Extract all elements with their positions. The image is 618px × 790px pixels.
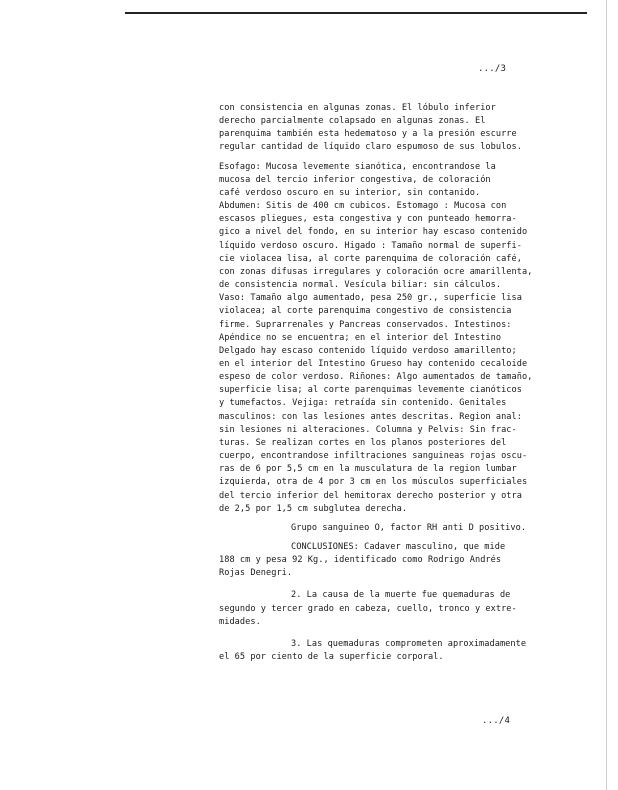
text-line: cie violacea lisa, al corte parenquima de coloración café, xyxy=(219,253,522,264)
text-line: Esofago: Mucosa levemente sianótica, encontrandose la xyxy=(219,161,496,172)
text-line: espeso de color verdoso. Riñones: Algo aumentados de tamaño, xyxy=(219,372,533,383)
paragraph-spacer xyxy=(219,580,564,589)
page-ref-bottom: .../4 xyxy=(482,716,511,726)
text-line: derecho parcialmente colapsado en algunas zonas. El xyxy=(219,116,486,127)
text-line: con consistencia en algunas zonas. El lóbulo inferior xyxy=(219,103,496,113)
text-line: firme. Suprarrenales y Pancreas conservados. Intestinos: xyxy=(219,319,512,330)
text-line: mucosa del tercio inferior congestiva, de coloración xyxy=(219,174,491,185)
text-line: 2. La causa de la muerte fue quemaduras de xyxy=(291,590,511,601)
text-line: del tercio inferior del hemitorax derecho posterior y otra xyxy=(219,490,522,501)
page-edge xyxy=(606,0,607,790)
text-line: parenquima también esta hedematoso y a la presión escurre xyxy=(219,129,517,140)
top-rule xyxy=(125,12,587,14)
text-line: el 65 por ciento de la superficie corporal. xyxy=(219,652,444,663)
text-line: Vaso: Tamaño algo aumentado, pesa 250 gr., superficie lisa xyxy=(219,293,522,304)
text-line: masculinos: con las lesiones antes descritas. Region anal: xyxy=(219,411,522,422)
paragraph-p4 xyxy=(219,541,564,580)
text-line: CONCLUSIONES: Cadaver masculino, que mide xyxy=(291,542,506,552)
paragraph-p3 xyxy=(219,522,564,535)
text-line: Delgado hay escaso contenido líquido verdoso amarillento; xyxy=(219,345,517,356)
text-line: de 2,5 por 1,5 cm subglutea derecha. xyxy=(219,503,408,514)
page-ref-top: .../3 xyxy=(478,64,507,74)
paragraph-p6 xyxy=(219,638,564,664)
paragraph-spacer xyxy=(219,629,564,638)
text-line: escasos pliegues, esta congestiva y con punteado hemorra- xyxy=(219,214,517,225)
text-line: superficie lisa; al corte parenquimas levemente cianóticos xyxy=(219,385,522,396)
text-line: gico a nivel del fondo, en su interior hay escaso contenido xyxy=(219,227,528,238)
text-line: en el interior del Intestino Grueso hay contenido cecaloide xyxy=(219,358,528,369)
text-line: Rojas Denegri. xyxy=(219,568,293,579)
text-line: Apéndice no se encuentra; en el interior del Intestino xyxy=(219,332,502,343)
text-line: midades. xyxy=(219,616,261,627)
text-line: Grupo sanguineo O, factor RH anti D positivo. xyxy=(291,522,527,533)
text-line: ras de 6 por 5,5 cm en la musculatura de la region lumbar xyxy=(219,464,517,475)
text-line: regular cantidad de líquido claro espumoso de sus lobulos. xyxy=(219,142,522,153)
text-line: cuerpo, encontrandose infiltraciones sanguineas rojas oscu- xyxy=(219,451,528,462)
text-line: con zonas difusas irregulares y coloración ocre amarillenta, xyxy=(219,266,533,277)
text-line: izquierda, otra de 4 por 3 cm en los músculos superficiales xyxy=(219,477,528,488)
text-line: 188 cm y pesa 92 Kg., identificado como Rodrigo Andrés xyxy=(219,555,502,566)
paragraph-p5 xyxy=(219,589,564,628)
text-line: y tumefactos. Vejiga: retraída sin contenido. Genitales xyxy=(219,398,507,409)
text-line: líquido verdoso oscuro. Higado : Tamaño normal de superfi- xyxy=(219,240,522,251)
text-line: café verdoso oscuro en su interior, sin contanido. xyxy=(219,187,481,198)
text-line: violacea; al corte parenquima congestivo de consistencia xyxy=(219,306,512,317)
text-line: turas. Se realizan cortes en los planos posteriores del xyxy=(219,437,507,448)
text-line: de consistencia normal. Vesícula biliar: sin cálculos. xyxy=(219,280,502,291)
text-line: 3. Las quemaduras comprometen aproximadamente xyxy=(291,638,527,649)
text-line: sin lesiones ni alteraciones. Columna y Pelvis: Sin frac- xyxy=(219,424,517,435)
text-line: Abdumen: Sitis de 400 cm cubicos. Estomago : Mucosa con xyxy=(219,201,507,212)
paragraph-p1 xyxy=(219,102,564,155)
text-line: segundo y tercer grado en cabeza, cuello, tronco y extre- xyxy=(219,603,517,614)
paragraph-p2 xyxy=(219,161,564,516)
body-text xyxy=(219,102,564,664)
